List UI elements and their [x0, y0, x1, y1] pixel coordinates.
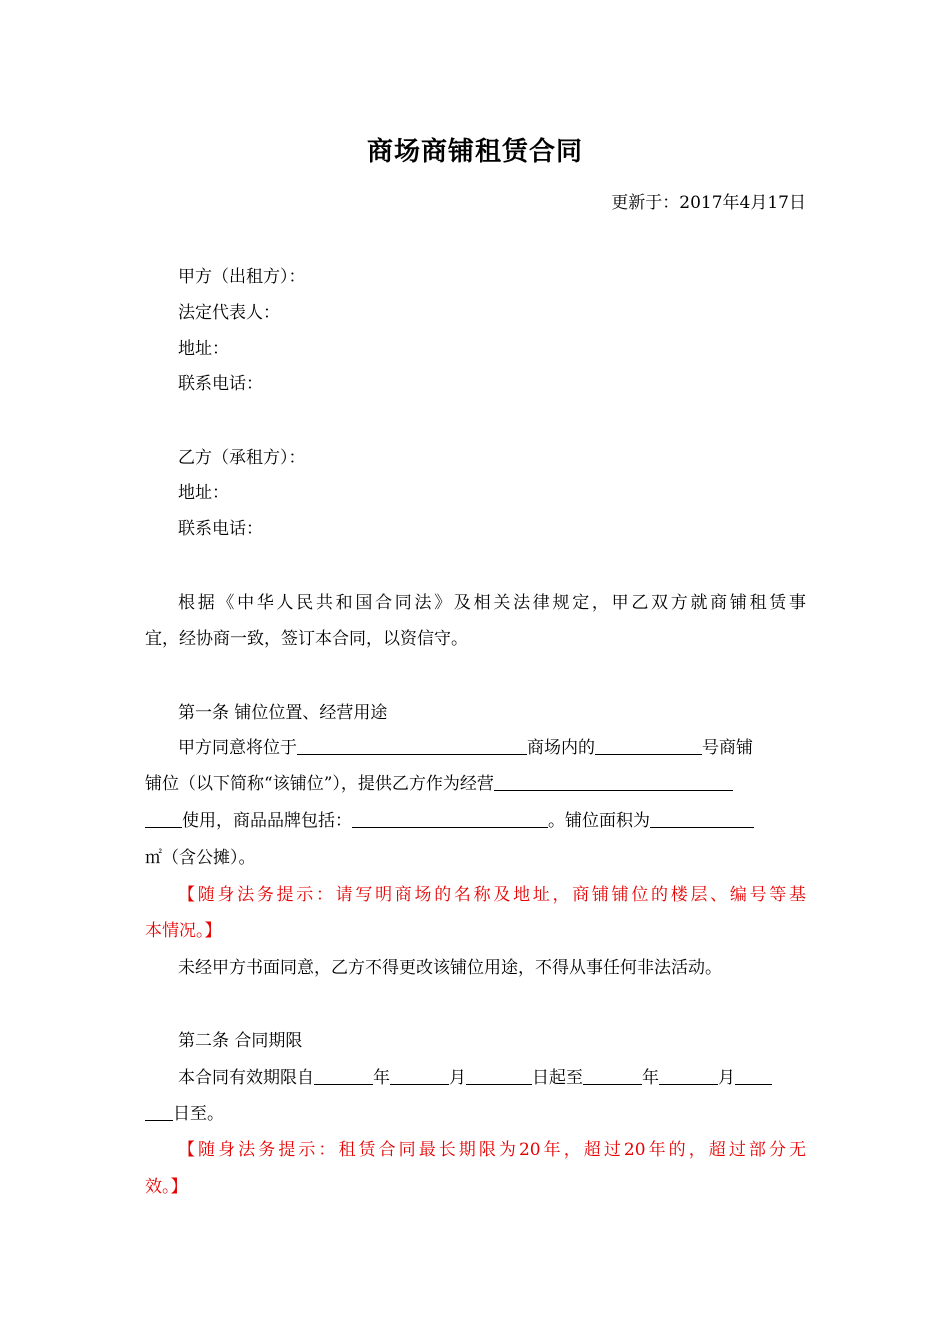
- text-segment: 铺位（以下简称“该铺位”），提供乙方作为经营: [145, 774, 494, 794]
- updated-date: 更新于：2017年4月17日: [611, 193, 806, 213]
- mall-location-blank[interactable]: [297, 736, 527, 755]
- party-a-label: 甲方（出租方）：: [178, 267, 306, 287]
- document-title: 商场商铺租赁合同: [366, 137, 583, 167]
- text-segment: 使用，商品品牌包括：: [182, 811, 352, 831]
- article-1-line-3: [145, 808, 754, 834]
- start-month-blank[interactable]: [390, 1066, 449, 1085]
- text-segment: 日至。: [173, 1104, 224, 1124]
- party-a-phone: 联系电话：: [178, 374, 263, 394]
- text-segment: 本合同有效期限自: [178, 1068, 314, 1088]
- text-segment: 年: [642, 1068, 659, 1088]
- brands-blank[interactable]: [352, 809, 548, 828]
- shop-number-blank[interactable]: [595, 736, 702, 755]
- article-1-paragraph-2: 未经甲方书面同意，乙方不得更改该铺位用途，不得从事任何非法活动。: [178, 958, 722, 978]
- party-a-legal-rep: 法定代表人：: [178, 303, 280, 323]
- text-segment: 。铺位面积为: [548, 811, 650, 831]
- end-day-blank-cont[interactable]: [145, 1102, 173, 1121]
- article-2-heading: 第二条 合同期限: [178, 1031, 303, 1051]
- business-purpose-blank-cont[interactable]: [145, 809, 182, 828]
- text-segment: 号商铺: [702, 738, 753, 758]
- article-2-tip-line-2: 效。】: [145, 1177, 188, 1197]
- text-segment: 甲方同意将位于: [178, 738, 297, 758]
- start-day-blank[interactable]: [466, 1066, 532, 1085]
- article-1-heading: 第一条 铺位位置、经营用途: [178, 703, 388, 723]
- article-1-tip-line-2: 本情况。】: [145, 921, 222, 941]
- end-month-blank[interactable]: [659, 1066, 718, 1085]
- area-blank[interactable]: [650, 809, 754, 828]
- article-2-line-1: [178, 1065, 772, 1091]
- preamble-line-2: 宜，经协商一致，签订本合同，以资信守。: [145, 629, 468, 649]
- article-2-line-2: [145, 1101, 224, 1127]
- text-segment: 月: [718, 1068, 735, 1088]
- end-year-blank[interactable]: [583, 1066, 642, 1085]
- start-year-blank[interactable]: [314, 1066, 373, 1085]
- text-segment: 商场内的: [527, 738, 595, 758]
- end-day-blank[interactable]: [735, 1066, 772, 1085]
- party-b-phone: 联系电话：: [178, 519, 263, 539]
- article-1-line-2: [145, 771, 733, 797]
- text-segment: 年: [373, 1068, 390, 1088]
- party-b-address: 地址：: [178, 483, 229, 503]
- business-purpose-blank[interactable]: [494, 772, 733, 791]
- article-2-tip-line-1: 【随身法务提示：租赁合同最长期限为20年，超过20年的，超过部分无: [178, 1140, 806, 1160]
- article-1-line-1: [178, 735, 753, 761]
- party-b-label: 乙方（承租方）：: [178, 448, 306, 468]
- text-segment: 月: [449, 1068, 466, 1088]
- preamble-line-1: 根据《中华人民共和国合同法》及相关法律规定，甲乙双方就商铺租赁事: [178, 593, 806, 613]
- party-a-address: 地址：: [178, 339, 229, 359]
- article-1-line-4: ㎡（含公摊）。: [145, 848, 256, 868]
- article-1-tip-line-1: 【随身法务提示：请写明商场的名称及地址，商铺铺位的楼层、编号等基: [178, 885, 806, 905]
- text-segment: 日起至: [532, 1068, 583, 1088]
